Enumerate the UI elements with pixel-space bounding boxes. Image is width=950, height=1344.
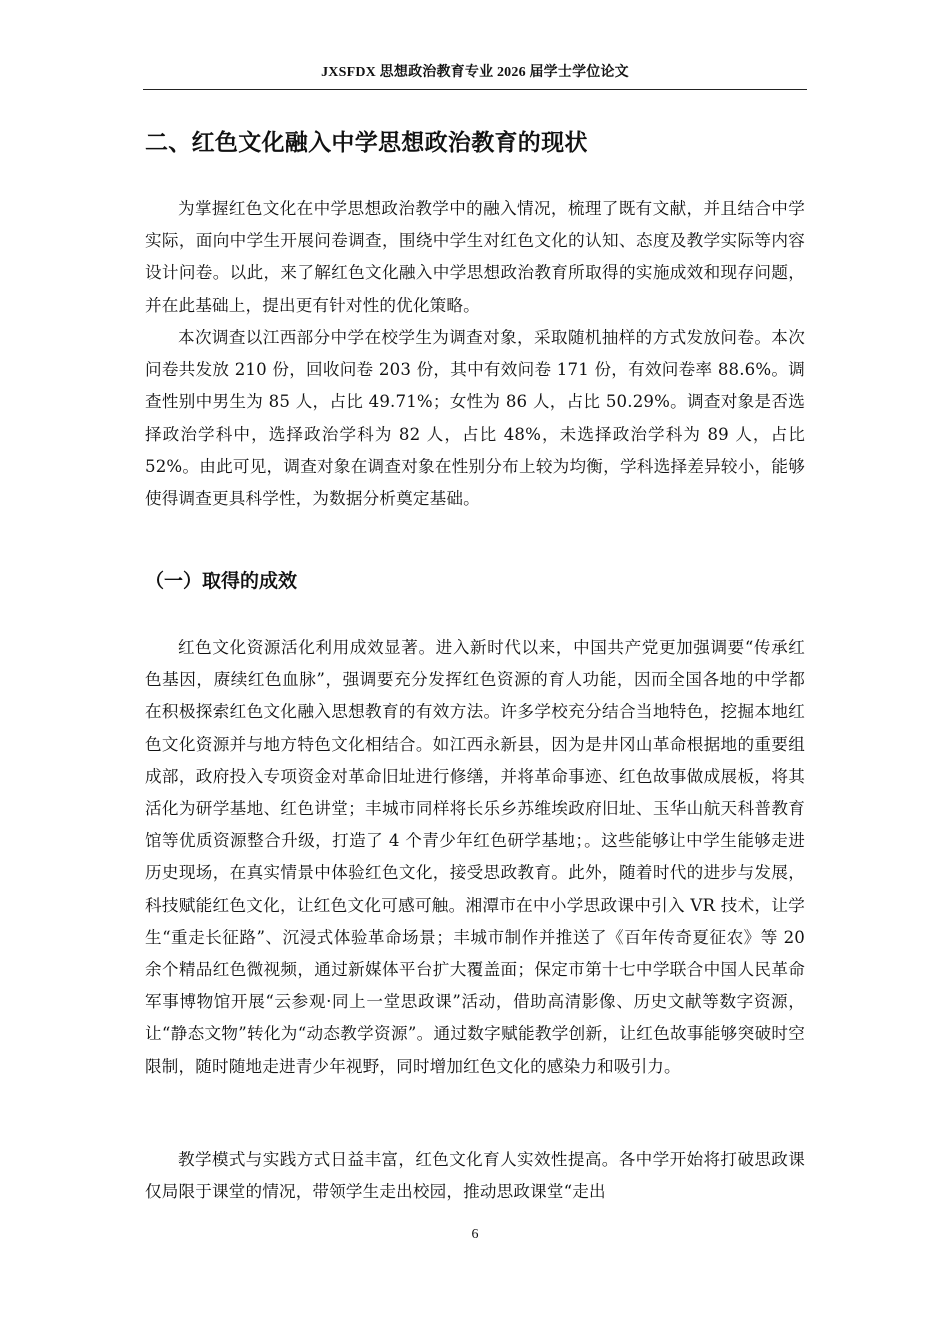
paragraph-intro: 为掌握红色文化在中学思想政治教学中的融入情况，梳理了既有文献，并且结合中学实际，面向中学生开展问卷调查，围绕中学生对红色文化的认知、态度及教学实际等内容设计问卷。以此，来了解红色文化融入中学思想政治教育所取得的实施成效和现存问题，并在此基础上，提出更有针对性的优化策略。 bbox=[145, 199, 805, 315]
paragraph-survey: 本次调查以江西部分中学在校学生为调查对象，采取随机抽样的方式发放问卷。本次问卷共发放 210 份，回收问卷 203 份，其中有效问卷 171 份，有效问卷率 88.6%。调查性别中男生为 85 人，占比 49.71%；女性为 86 人，占比 50.29%。调查对象是否选择政治学科中，选择政治学科为 82 人，占比 48%，未选择政治学科为 89 人，占比 52%。由此可见，调查对象在调查对象在性别分布上较为均衡，学科选择差异较小，能够使得调查更具科学性，为数据分析奠定基础。 bbox=[145, 328, 805, 509]
subsection-title: （一）取得的成效 bbox=[145, 570, 298, 592]
paragraph-achievements-resources: 红色文化资源活化利用成效显著。进入新时代以来，中国共产党更加强调要“传承红色基因，赓续红色血脉”，强调要充分发挥红色资源的育人功能，因而全国各地的中学都在积极探索红色文化融入思想教育的有效方法。许多学校充分结合当地特色，挖掘本地红色文化资源并与地方特色文化相结合。如江西永新县，因为是井冈山革命根据地的重要组成部，政府投入专项资金对革命旧址进行修缮，并将革命事迹、红色故事做成展板，将其活化为研学基地、红色讲堂；丰城市同样将长乐乡苏维埃政府旧址、玉华山航天科普教育馆等优质资源整合升级，打造了 4 个青少年红色研学基地；。这些能够让中学生能够走进历史现场，在真实情景中体验红色文化，接受思政教育。此外，随着时代的进步与发展，科技赋能红色文化，让红色文化可感可触。湘潭市在中小学思政课中引入 VR 技术，让学生“重走长征路”、沉浸式体验革命场景；丰城市制作并推送了《百年传奇夏征农》等 20 余个精品红色微视频，通过新媒体平台扩大覆盖面；保定市第十七中学联合中国人民革命军事博物馆开展“云参观·同上一堂思政课”活动，借助高清影像、历史文献等数字资源，让“静态文物”转化为“动态教学资源”。通过数字赋能教学创新，让红色故事能够突破时空限制，随时随地走进青少年视野，同时增加红色文化的感染力和吸引力。 bbox=[145, 638, 805, 1076]
paragraph-achievements-teaching: 教学模式与实践方式日益丰富，红色文化育人实效性提高。各中学开始将打破思政课仅局限于课堂的情况，带领学生走出校园，推动思政课堂“走出 bbox=[145, 1150, 805, 1202]
header-rule bbox=[143, 89, 807, 90]
page-number: 6 bbox=[471, 1227, 479, 1242]
section-title: 二、红色文化融入中学思想政治教育的现状 bbox=[145, 130, 588, 156]
running-header: JXSFDX 思想政治教育专业 2026 届学士学位论文 bbox=[321, 65, 629, 80]
